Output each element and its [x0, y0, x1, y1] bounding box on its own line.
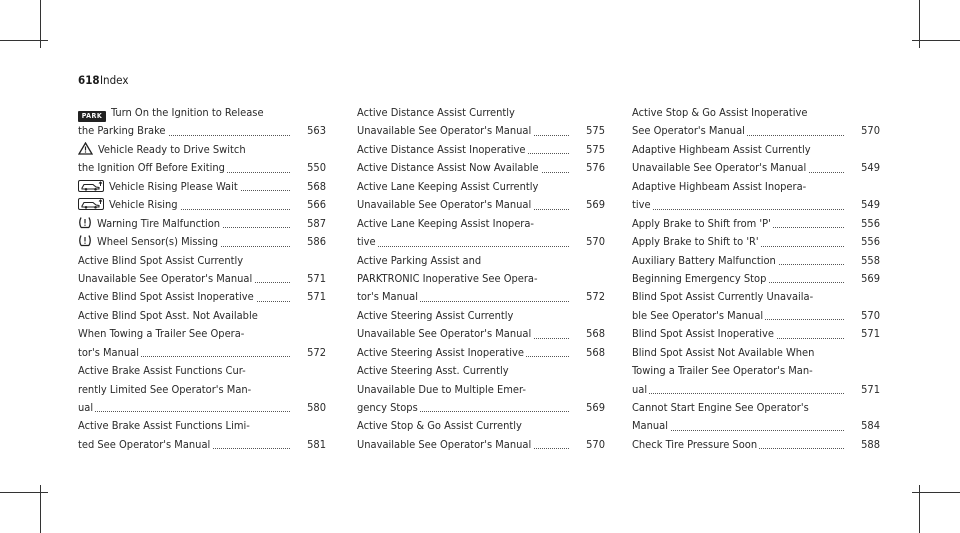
- page-reference[interactable]: 571: [304, 288, 326, 306]
- entry-label: Active Steering Assist Currently: [357, 308, 514, 322]
- entry-text: [78, 364, 248, 377]
- entry-text: [78, 180, 240, 193]
- entry-text: [632, 364, 815, 377]
- entry-text: [78, 438, 212, 451]
- entry-label: Adaptive Highbeam Assist Inopera-: [632, 179, 807, 193]
- index-entry-line: [78, 122, 326, 140]
- entry-label: Check Tire Pressure Soon: [632, 437, 758, 451]
- index-entry-line: [357, 381, 605, 399]
- vehicle-rising-icon: [78, 198, 104, 210]
- page-reference[interactable]: 587: [304, 215, 326, 233]
- entry-text: [632, 401, 811, 414]
- entry-text: [357, 438, 533, 451]
- index-entry-line: [78, 288, 326, 306]
- page-reference[interactable]: 588: [858, 436, 880, 454]
- index-entry-line: [632, 417, 880, 435]
- index-entry-line: [78, 436, 326, 454]
- entry-label: ted See Operator's Manual: [78, 437, 211, 451]
- page-reference[interactable]: 558: [858, 252, 880, 270]
- page-reference[interactable]: 563: [304, 122, 326, 140]
- entry-label: When Towing a Trailer See Opera-: [78, 327, 245, 341]
- index-entry-line: [357, 288, 605, 306]
- entry-label: Blind Spot Assist Inoperative: [632, 327, 774, 341]
- entry-text: [632, 438, 759, 451]
- entry-text: [632, 327, 776, 340]
- entry-label: Unavailable See Operator's Manual: [632, 161, 807, 175]
- index-entry-line: [357, 362, 605, 380]
- entry-label: Active Lane Keeping Assist Inopera-: [357, 216, 534, 230]
- entry-text: [357, 217, 536, 230]
- page-reference[interactable]: 586: [304, 233, 326, 251]
- entry-label: tor's Manual: [78, 345, 139, 359]
- entry-text: [78, 401, 95, 414]
- entry-text: [357, 161, 541, 174]
- entry-label: Towing a Trailer See Operator's Man-: [632, 364, 813, 378]
- index-entry-line: [78, 381, 326, 399]
- entry-text: [357, 180, 540, 193]
- entry-label: Active Blind Spot Asst. Not Available: [78, 308, 258, 322]
- index-entry-line: [632, 270, 880, 288]
- entry-text: [632, 235, 761, 248]
- page-reference[interactable]: 570: [858, 307, 880, 325]
- index-entry-line: [632, 104, 880, 122]
- entry-label: Apply Brake to Shift from 'P': [632, 216, 771, 230]
- page-reference[interactable]: 550: [304, 159, 326, 177]
- entry-label: Active Parking Assist and: [357, 253, 482, 267]
- page-reference[interactable]: 580: [304, 399, 326, 417]
- page-number: 618: [78, 73, 100, 87]
- entry-text: [632, 143, 813, 156]
- entry-label: Unavailable See Operator's Manual: [357, 198, 532, 212]
- index-entry-line: [357, 159, 605, 177]
- page-reference[interactable]: 584: [858, 417, 880, 435]
- page-reference[interactable]: 568: [304, 178, 326, 196]
- index-entry-line: [78, 141, 326, 159]
- page-reference[interactable]: 572: [304, 344, 326, 362]
- index-entry-line: [632, 399, 880, 417]
- index-entry-line: [357, 307, 605, 325]
- entry-label: Blind Spot Assist Currently Unavaila-: [632, 290, 814, 304]
- page-reference[interactable]: 570: [583, 233, 605, 251]
- entry-label: See Operator's Manual: [632, 124, 745, 138]
- index-entry-line: [632, 252, 880, 270]
- page-reference[interactable]: 566: [304, 196, 326, 214]
- entry-text: [78, 419, 252, 432]
- entry-text: [78, 254, 245, 267]
- entry-label: Manual: [632, 419, 668, 433]
- entry-label: ual: [78, 401, 94, 414]
- page-reference[interactable]: 549: [858, 159, 880, 177]
- entry-text: [632, 180, 808, 193]
- entry-label: Active Brake Assist Functions Limi-: [78, 419, 250, 433]
- warning-triangle-icon: [78, 142, 93, 155]
- index-entry-line: [357, 196, 605, 214]
- entry-label: Active Distance Assist Now Available: [357, 161, 539, 175]
- index-entry-line: [632, 381, 880, 399]
- index-entry-line: [632, 141, 880, 159]
- entry-label: Wheel Sensor(s) Missing: [97, 235, 218, 249]
- entry-label: tive: [357, 235, 376, 249]
- entry-label: Active Steering Assist Inoperative: [357, 345, 524, 359]
- section-title: Index: [100, 73, 129, 87]
- page-reference[interactable]: 575: [583, 122, 605, 140]
- dot-leader: [632, 393, 844, 394]
- page-reference[interactable]: 569: [858, 270, 880, 288]
- page-reference[interactable]: 556: [858, 215, 880, 233]
- entry-text: [78, 161, 227, 174]
- index-entry-line: [357, 104, 605, 122]
- index-column-2: [357, 104, 605, 454]
- index-entry-line: [78, 344, 326, 362]
- entry-text: [357, 143, 527, 156]
- entry-label: ble See Operator's Manual: [632, 308, 764, 322]
- page-reference[interactable]: 571: [304, 270, 326, 288]
- entry-text: [632, 346, 816, 359]
- index-entry-line: [78, 159, 326, 177]
- page-reference[interactable]: 568: [583, 344, 605, 362]
- page-reference[interactable]: 549: [858, 196, 880, 214]
- entry-text: [357, 364, 511, 377]
- entry-label: Active Brake Assist Functions Cur-: [78, 364, 246, 378]
- entry-text: [78, 290, 256, 303]
- entry-text: [357, 327, 533, 340]
- entry-label: the Parking Brake: [78, 124, 166, 138]
- entry-text: [78, 383, 253, 396]
- index-entry-line: [357, 141, 605, 159]
- vehicle-rising-icon: [78, 180, 104, 192]
- entry-label: Active Blind Spot Assist Inoperative: [78, 290, 254, 304]
- entry-label: Unavailable See Operator's Manual: [357, 437, 532, 451]
- entry-label: Turn On the Ignition to Release: [111, 106, 264, 119]
- tire-warning-icon: [78, 234, 92, 247]
- page-reference[interactable]: 570: [858, 122, 880, 140]
- entry-text: [78, 272, 254, 285]
- entry-label: Active Distance Assist Inoperative: [357, 142, 526, 156]
- entry-text: [632, 106, 809, 119]
- entry-label: Auxiliary Battery Malfunction: [632, 253, 776, 267]
- entry-label: Unavailable See Operator's Manual: [78, 271, 253, 285]
- entry-text: [357, 290, 420, 303]
- index-entry-line: [357, 344, 605, 362]
- index-entry-line: [78, 215, 326, 233]
- dot-leader: [632, 209, 844, 210]
- page-reference[interactable]: 568: [583, 325, 605, 343]
- index-entry-line: [632, 288, 880, 306]
- index-entry-line: [632, 436, 880, 454]
- index-entry-line: [78, 104, 326, 122]
- entry-label: Vehicle Rising Please Wait: [109, 179, 238, 193]
- entry-text: [357, 383, 528, 396]
- entry-text: [357, 272, 540, 285]
- entry-label: Unavailable Due to Multiple Emer-: [357, 382, 526, 396]
- index-entry-line: [632, 215, 880, 233]
- index-entry-line: [78, 252, 326, 270]
- page-reference[interactable]: 570: [583, 436, 605, 454]
- index-column-1: [78, 104, 326, 454]
- entry-text: [78, 143, 248, 156]
- entry-label: Beginning Emergency Stop: [632, 271, 767, 285]
- entry-label: Active Lane Keeping Assist Currently: [357, 179, 539, 193]
- entry-text: [632, 383, 649, 396]
- index-entry-line: [357, 270, 605, 288]
- entry-label: Unavailable See Operator's Manual: [357, 327, 532, 341]
- entry-text: [78, 106, 266, 119]
- entry-text: [357, 235, 378, 248]
- index-entry-line: [78, 417, 326, 435]
- page-reference[interactable]: 575: [583, 141, 605, 159]
- entry-label: Blind Spot Assist Not Available When: [632, 345, 815, 359]
- index-entry-line: [632, 344, 880, 362]
- entry-text: [357, 419, 524, 432]
- entry-label: rently Limited See Operator's Man-: [78, 382, 252, 396]
- entry-text: [357, 198, 533, 211]
- page-reference[interactable]: 576: [583, 159, 605, 177]
- entry-text: [632, 290, 815, 303]
- entry-text: [357, 346, 526, 359]
- entry-text: [357, 124, 533, 137]
- entry-text: [632, 124, 747, 137]
- index-entry-line: [357, 178, 605, 196]
- entry-text: [632, 419, 670, 432]
- entry-text: [357, 106, 517, 119]
- index-entry-line: [632, 159, 880, 177]
- entry-text: [357, 401, 420, 414]
- index-entry-line: [357, 215, 605, 233]
- page-reference[interactable]: 571: [858, 381, 880, 399]
- index-entry-line: [78, 399, 326, 417]
- entry-label: ual: [632, 382, 648, 396]
- entry-text: [78, 327, 246, 340]
- index-entry-line: [632, 325, 880, 343]
- entry-label: tor's Manual: [357, 290, 418, 304]
- dot-leader: [78, 411, 290, 412]
- page-reference[interactable]: 581: [304, 436, 326, 454]
- entry-label: Active Distance Assist Currently: [357, 106, 515, 119]
- entry-text: [78, 235, 220, 248]
- entry-text: [632, 272, 768, 285]
- entry-label: PARKTRONIC Inoperative See Opera-: [357, 271, 538, 285]
- index-entry-line: [357, 399, 605, 417]
- index-entry-line: [357, 325, 605, 343]
- entry-text: [78, 346, 141, 359]
- index-entry-line: [632, 196, 880, 214]
- park-icon: PARK: [78, 111, 106, 122]
- index-entry-line: [632, 233, 880, 251]
- page-reference[interactable]: 572: [583, 288, 605, 306]
- page-reference[interactable]: 556: [858, 233, 880, 251]
- index-entry-line: [632, 307, 880, 325]
- index-entry-line: [357, 252, 605, 270]
- entry-label: Apply Brake to Shift to 'R': [632, 235, 759, 249]
- entry-text: [632, 217, 773, 230]
- entry-label: Cannot Start Engine See Operator's: [632, 401, 809, 414]
- page-reference[interactable]: 571: [858, 325, 880, 343]
- index-entry-line: [78, 325, 326, 343]
- page-header: [78, 73, 128, 89]
- entry-label: gency Stops: [357, 401, 418, 414]
- index-entry-line: [357, 436, 605, 454]
- index-entry-line: [78, 196, 326, 214]
- entry-text: [632, 198, 653, 211]
- entry-label: the Ignition Off Before Exiting: [78, 161, 225, 175]
- entry-text: [632, 309, 765, 322]
- entry-text: [357, 254, 483, 267]
- entry-label: Unavailable See Operator's Manual: [357, 124, 532, 138]
- page-reference[interactable]: 569: [583, 399, 605, 417]
- index-entry-line: [78, 307, 326, 325]
- index-entry-line: [632, 122, 880, 140]
- entry-text: [78, 217, 222, 230]
- entry-text: [78, 198, 180, 211]
- entry-text: [632, 254, 778, 267]
- index-entry-line: [78, 362, 326, 380]
- page-reference[interactable]: 569: [583, 196, 605, 214]
- index-entry-line: [632, 178, 880, 196]
- entry-label: Active Steering Asst. Currently: [357, 364, 509, 378]
- entry-label: Vehicle Ready to Drive Switch: [98, 142, 246, 156]
- entry-text: [357, 309, 515, 322]
- entry-text: [78, 124, 168, 137]
- entry-label: tive: [632, 198, 651, 212]
- entry-label: Adaptive Highbeam Assist Currently: [632, 142, 811, 156]
- index-entry-line: [78, 233, 326, 251]
- index-entry-line: [357, 417, 605, 435]
- entry-label: Active Stop & Go Assist Currently: [357, 419, 522, 433]
- dot-leader: [357, 246, 569, 247]
- entry-label: Active Blind Spot Assist Currently: [78, 253, 244, 267]
- tire-warning-icon: [78, 216, 92, 229]
- index-entry-line: [357, 233, 605, 251]
- index-column-3: [632, 104, 880, 454]
- index-entry-line: [632, 362, 880, 380]
- index-entry-line: [357, 122, 605, 140]
- entry-text: [78, 309, 260, 322]
- entry-label: Vehicle Rising: [109, 198, 178, 212]
- entry-label: Active Stop & Go Assist Inoperative: [632, 106, 808, 119]
- entry-label: Warning Tire Malfunction: [97, 216, 221, 230]
- entry-text: [632, 161, 808, 174]
- index-entry-line: [78, 178, 326, 196]
- index-entry-line: [78, 270, 326, 288]
